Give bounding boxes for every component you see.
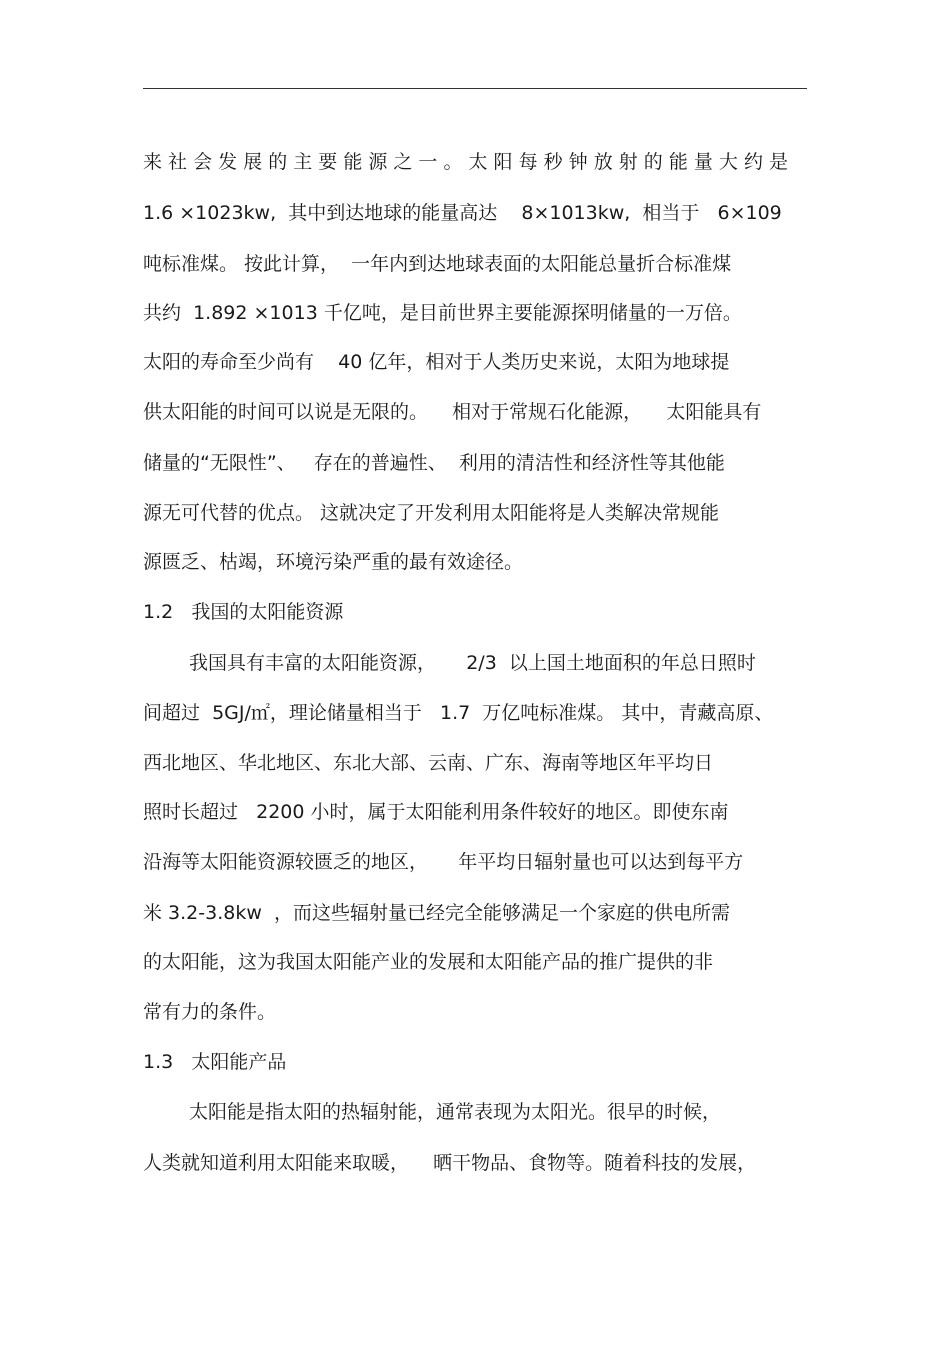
paragraph-line: 共约 1.892 ×1013 千亿吨，是目前世界主要能源探明储量的一万倍。 xyxy=(143,302,742,324)
paragraph-line: 西北地区、华北地区、东北大部、云南、广东、海南等地区年平均日 xyxy=(143,752,714,774)
paragraph-line: 我国具有丰富的太阳能资源， 2/3 以上国土地面积的年总日照时 xyxy=(189,652,756,674)
paragraph-line: 源匮乏、枯竭，环境污染严重的最有效途径。 xyxy=(143,551,524,573)
paragraph-line: 间超过 5GJ/㎡，理论储量相当于 1.7 万亿吨标准煤。 其中，青藏高原、 xyxy=(143,702,774,724)
paragraph-line: 储量的“无限性”、 存在的普遍性、 利用的清洁性和经济性等其他能 xyxy=(143,452,725,474)
paragraph-line: 太阳能是指太阳的热辐射能，通常表现为太阳光。很早的时候， xyxy=(189,1101,722,1123)
paragraph-line: 来 社 会 发 展 的 主 要 能 源 之 一 。 太 阳 每 秒 钟 放 射 的 能 量 大 约 是 xyxy=(143,151,788,173)
paragraph-line: 供太阳能的时间可以说是无限的。 相对于常规石化能源， 太阳能具有 xyxy=(143,401,762,423)
header-rule xyxy=(143,88,807,89)
paragraph-line: 人类就知道利用太阳能来取暖， 晒干物品、食物等。随着科技的发展， xyxy=(143,1152,757,1174)
paragraph-line: 常有力的条件。 xyxy=(143,1001,277,1023)
paragraph-line: 的太阳能，这为我国太阳能产业的发展和太阳能产品的推广提供的非 xyxy=(143,951,714,973)
paragraph-line: 沿海等太阳能资源较匮乏的地区， 年平均日辐射量也可以达到每平方 xyxy=(143,851,744,873)
paragraph-line: 源无可代替的优点。 这就决定了开发利用太阳能将是人类解决常规能 xyxy=(143,502,720,524)
paragraph-line: 吨标准煤。 按此计算， 一年内到达地球表面的太阳能总量折合标准煤 xyxy=(143,253,732,275)
section-heading: 1.3 太阳能产品 xyxy=(143,1051,287,1073)
section-heading: 1.2 我国的太阳能资源 xyxy=(143,601,344,623)
paragraph-line: 米 3.2-3.8kw ，而这些辐射量已经完全能够满足一个家庭的供电所需 xyxy=(143,902,730,924)
paragraph-line: 太阳的寿命至少尚有 40 亿年，相对于人类历史来说，太阳为地球提 xyxy=(143,351,730,373)
paragraph-line: 照时长超过 2200 小时，属于太阳能利用条件较好的地区。即使东南 xyxy=(143,801,729,823)
paragraph-line: 1.6 ×1023kw, 其中到达地球的能量高达 8×1013kw, 相当于 6×109 xyxy=(143,202,782,224)
